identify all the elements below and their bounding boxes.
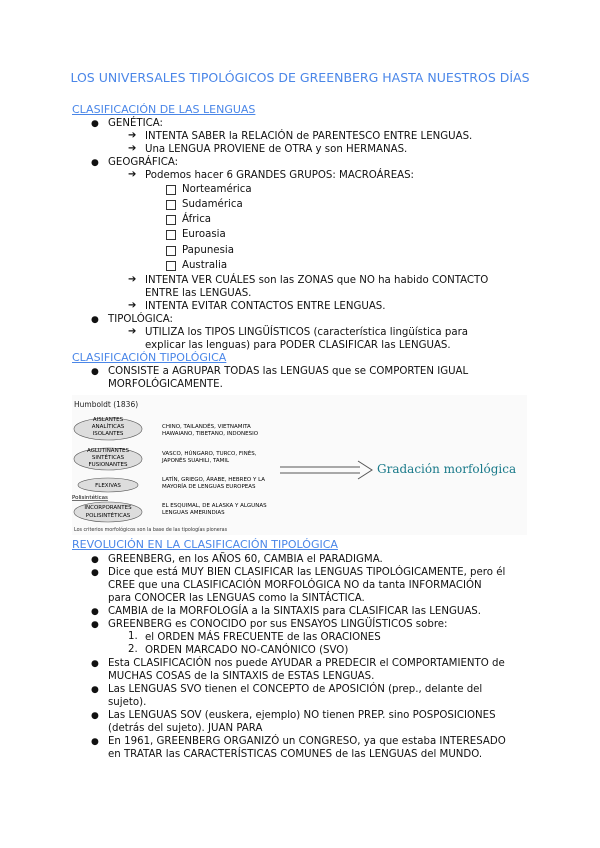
- macroarea-item: Australia: [182, 260, 228, 271]
- genetica-point-1: INTENTA SABER la RELACIÓN de PARENTESCO ENTRE LENGUAS.: [145, 131, 473, 142]
- revol-b2-cont: CREE que una CLASIFICACIÓN MORFOLÓGICA NO da tanta INFORMACIÓN: [108, 580, 482, 591]
- checkbox-icon: [166, 261, 176, 271]
- section-heading-tipologica: CLASIFICACIÓN TIPOLÓGICA: [72, 351, 227, 364]
- macroarea-item: Norteamérica: [182, 184, 252, 195]
- geografica-point-1: Podemos hacer 6 GRANDES GRUPOS: MACROÁREAS:: [145, 170, 414, 181]
- checkbox-icon: [166, 246, 176, 256]
- figure-desc: MAYORÍA DE LENGUAS EUROPEAS: [162, 484, 256, 490]
- arrow-icon: ➔: [128, 274, 137, 285]
- arrow-icon: ➔: [128, 326, 137, 337]
- figure-svg: [72, 395, 527, 535]
- figure-desc: LENGUAS AMERINDIAS: [162, 510, 225, 516]
- bullet-icon: ●: [91, 737, 99, 747]
- figure-desc: HAWAIANO, TIBETANO, INDONESIO: [162, 431, 259, 437]
- macroarea-item: Euroasia: [182, 229, 226, 240]
- oval-label: SINTÉTICAS: [91, 455, 125, 461]
- document-title: LOS UNIVERSALES TIPOLÓGICOS DE GREENBERG HASTA NUESTROS DÍAS: [70, 70, 530, 85]
- genetica-point-2: Una LENGUA PROVIENE de OTRA y son HERMANAS.: [145, 144, 408, 155]
- oval-label: AGLUTINANTES: [86, 448, 130, 454]
- clasif-text-1: CONSISTE a AGRUPAR TODAS las LENGUAS que se COMPORTEN IGUAL: [108, 366, 469, 377]
- oval-label: POLISINTÉTICAS: [85, 513, 131, 519]
- oval-label: INCORPORANTES: [84, 505, 132, 511]
- list-number: 1.: [128, 631, 138, 642]
- figure-heading: Humboldt (1836): [74, 400, 139, 409]
- bullet-icon: ●: [91, 158, 99, 168]
- bullet-icon: ●: [91, 367, 99, 377]
- humboldt-figure: [72, 395, 527, 535]
- figure-side-label: Polisintéticas: [72, 495, 108, 501]
- macroarea-item: Sudamérica: [182, 199, 243, 210]
- revol-b3: CAMBIA de la MORFOLOGÍA a la SINTAXIS para CLASIFICAR las LENGUAS.: [108, 606, 482, 617]
- checkbox-icon: [166, 185, 176, 195]
- oval-label: FLEXIVAS: [95, 483, 121, 489]
- revol-b2: Dice que está MUY BIEN CLASIFICAR las LENGUAS TIPOLÓGICAMENTE, pero él: [108, 567, 506, 578]
- revol-b7-cont: (detrás del sujeto). JUAN PARA: [108, 723, 263, 734]
- revol-b8-cont: en TRATAR las CARACTERÍSTICAS COMUNES de las LENGUAS del MUNDO.: [108, 749, 483, 760]
- revol-b6-cont: sujeto).: [108, 697, 147, 708]
- bullet-icon: ●: [91, 568, 99, 578]
- tipologica-point-1: UTILIZA los TIPOS LINGÜÍSTICOS (característica lingüística para: [145, 327, 469, 338]
- revol-b4: GREENBERG es CONOCIDO por sus ENSAYOS LINGÜÍSTICOS sobre:: [108, 619, 448, 630]
- arrow-icon: ➔: [128, 300, 137, 311]
- revol-b8: En 1961, GREENBERG ORGANIZÓ un CONGRESO, ya que estaba INTERESADO: [108, 736, 506, 747]
- revol-b7: Las LENGUAS SOV (euskera, ejemplo) NO tienen PREP. sino POSPOSICIONES: [108, 710, 496, 721]
- geografica-point-2: INTENTA VER CUÁLES son las ZONAS que NO ha habido CONTACTO: [145, 275, 489, 286]
- bullet-icon: ●: [91, 607, 99, 617]
- revol-n2: ORDEN MARCADO NO-CANÓNICO (SVO): [145, 645, 349, 656]
- figure-desc: VASCO, HÚNGARO, TURCO, FINÉS,: [162, 451, 257, 457]
- bullet-icon: ●: [91, 685, 99, 695]
- list-number: 2.: [128, 644, 138, 655]
- checkbox-icon: [166, 230, 176, 240]
- revol-b6: Las LENGUAS SVO tienen el CONCEPTO de APOSICIÓN (prep., delante del: [108, 684, 483, 695]
- geografica-point-3: INTENTA EVITAR CONTACTOS ENTRE LENGUAS.: [145, 301, 386, 312]
- revol-b5-cont: MUCHAS COSAS de la SINTAXIS de ESTAS LENGUAS.: [108, 671, 375, 682]
- revol-b2-cont: para CONOCER las LENGUAS como la SINTÁCTICA.: [108, 593, 365, 604]
- arrow-icon: ➔: [128, 130, 137, 141]
- geografica-point-2-cont: ENTRE las LENGUAS.: [145, 288, 252, 299]
- oval-label: ANALÍTICAS: [91, 424, 125, 430]
- item-tipologica: TIPOLÓGICA:: [108, 314, 173, 325]
- figure-result: Gradación morfológica: [377, 462, 517, 476]
- clasif-text-2: MORFOLÓGICAMENTE.: [108, 379, 223, 390]
- oval-label: ISOLANTES: [92, 431, 124, 437]
- figure-desc: JAPONÉS SUAHILI, TAMIL: [162, 458, 230, 464]
- bullet-icon: ●: [91, 119, 99, 129]
- bullet-icon: ●: [91, 555, 99, 565]
- item-genetica: GENÉTICA:: [108, 118, 163, 129]
- figure-caption: Los criterios morfológicos son la base de las tipologías pioneras: [74, 528, 228, 533]
- oval-label: AISLANTES: [92, 417, 124, 423]
- tipologica-point-1-cont: explicar las lenguas) para PODER CLASIFICAR las LENGUAS.: [145, 340, 451, 351]
- arrow-right-icon: [280, 461, 372, 479]
- bullet-icon: ●: [91, 711, 99, 721]
- bullet-icon: ●: [91, 659, 99, 669]
- figure-desc: CHINO, TAILANDÉS, VIETNAMITA: [162, 424, 251, 430]
- revol-n1: el ORDEN MÁS FRECUENTE de las ORACIONES: [145, 632, 381, 643]
- revol-b1: GREENBERG, en los AÑOS 60, CAMBIA el PARADIGMA.: [108, 554, 383, 565]
- macroarea-item: Papunesia: [182, 245, 234, 256]
- bullet-icon: ●: [91, 620, 99, 630]
- section-heading-clasificacion: CLASIFICACIÓN DE LAS LENGUAS: [72, 103, 256, 116]
- revol-b5: Esta CLASIFICACIÓN nos puede AYUDAR a PREDECIR el COMPORTAMIENTO de: [108, 658, 505, 669]
- bullet-icon: ●: [91, 315, 99, 325]
- figure-desc: EL ESQUIMAL, DE ALASKA Y ALGUNAS: [162, 503, 267, 509]
- arrow-icon: ➔: [128, 169, 137, 180]
- figure-desc: LATÍN, GRIEGO, ÁRABE, HEBREO Y LA: [162, 477, 266, 483]
- checkbox-icon: [166, 200, 176, 210]
- macroarea-item: África: [182, 214, 212, 225]
- section-heading-revolucion: REVOLUCIÓN EN LA CLASIFICACIÓN TIPOLÓGICA: [72, 538, 338, 551]
- checkbox-icon: [166, 215, 176, 225]
- item-geografica: GEOGRÁFICA:: [108, 157, 179, 168]
- oval-label: FUSIONANTES: [88, 462, 128, 468]
- arrow-icon: ➔: [128, 143, 137, 154]
